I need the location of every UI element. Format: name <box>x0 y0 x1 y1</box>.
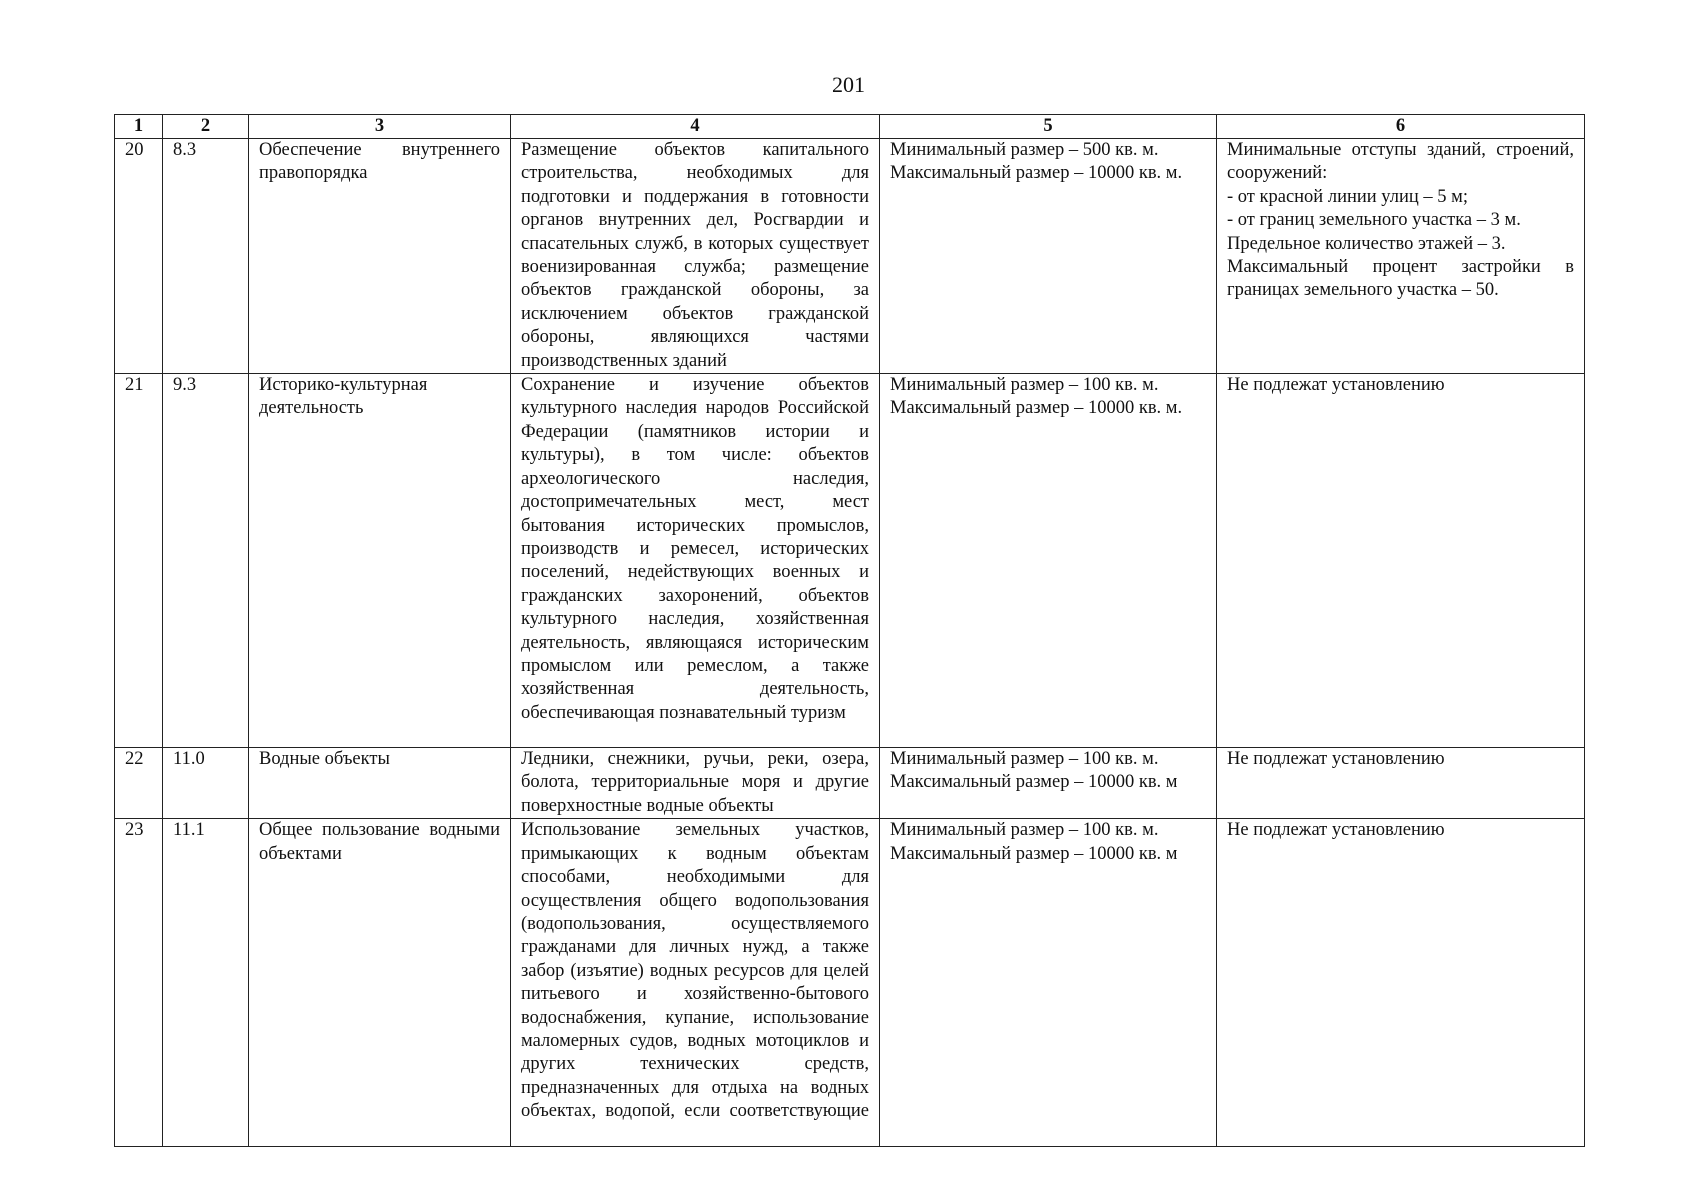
row-number: 20 <box>115 139 163 374</box>
plot-size-max: Максимальный размер – 10000 кв. м <box>890 843 1178 864</box>
construction-params: Не подлежат установлению <box>1217 819 1585 1147</box>
plot-size-min: Минимальный размер – 100 кв. м. <box>890 749 1159 770</box>
use-description: Использование земельных участков, примыкающих к водным объектам способами, необходимыми для осуществления общего водопользования (водопользования, осуществляемого гражданами для личных нужд, а также забор (изъятие) водных ресурсов для целей питьевого и хозяйственно-бытового водоснабжения, купание, использование маломерных судов, водных мотоциклов и других технических средств, предназначенных для отдыха на водных объектах, водопой, если соответствующие <box>511 819 880 1147</box>
plot-size-max: Максимальный размер – 10000 кв. м <box>890 772 1178 793</box>
use-code: 11.0 <box>163 748 249 819</box>
land-use-table <box>114 114 1585 1147</box>
table-row <box>115 748 1585 819</box>
use-code: 9.3 <box>163 374 249 748</box>
use-name: Обеспечение внутреннего правопорядка <box>249 139 511 374</box>
header-row <box>115 115 1585 139</box>
plot-size <box>880 374 1217 748</box>
row-number: 22 <box>115 748 163 819</box>
use-description: Сохранение и изучение объектов культурного наследия народов Российской Федерации (памятников истории и культуры), в том числе: объектов археологического наследия, достопримечательных мест, мест бытования исторических промыслов, производств и ремесел, исторических поселений, недействующих военных и гражданских захоронений, объектов культурного наследия, хозяйственная деятельность, являющаяся историческим промыслом или ремеслом, а также хозяйственная деятельность, обеспечивающая познавательный туризм <box>511 374 880 748</box>
use-name: Водные объекты <box>249 748 511 819</box>
col-header-4: 4 <box>511 115 880 139</box>
plot-size-min: Минимальный размер – 100 кв. м. <box>890 375 1159 396</box>
use-description: Размещение объектов капитального строительства, необходимых для подготовки и поддержания в готовности органов внутренних дел, Росгвардии и спасательных служб, в которых существует военизированная служба; размещение объектов гражданской обороны, за исключением объектов гражданской обороны, являющихся частями производственных зданий <box>511 139 880 374</box>
construction-params: Минимальные отступы зданий, строений, сооружений: - от красной линии улиц – 5 м; - от границ земельного участка – 3 м. Предельное количество этажей – 3. Максимальный процент застройки в границах земельного участка – 50. <box>1217 139 1585 374</box>
plot-size-min: Минимальный размер – 100 кв. м. <box>890 820 1159 841</box>
plot-size <box>880 819 1217 1147</box>
use-name: Историко-культурная деятельность <box>249 374 511 748</box>
table-row <box>115 819 1585 1147</box>
plot-size <box>880 139 1217 374</box>
plot-size-min: Минимальный размер – 500 кв. м. <box>890 140 1159 160</box>
col-header-1: 1 <box>115 115 163 139</box>
page-number: 201 <box>832 72 865 97</box>
plot-size <box>880 748 1217 819</box>
use-code: 8.3 <box>163 139 249 374</box>
construction-params: Не подлежат установлению <box>1217 374 1585 748</box>
row-number: 21 <box>115 374 163 748</box>
use-name: Общее пользование водными объектами <box>249 819 511 1147</box>
plot-size-max: Максимальный размер – 10000 кв. м. <box>890 163 1183 184</box>
plot-size-max: Максимальный размер – 10000 кв. м. <box>890 398 1183 419</box>
table-row <box>115 139 1585 374</box>
use-description: Ледники, снежники, ручьи, реки, озера, болота, территориальные моря и другие поверхностные водные объекты <box>511 748 880 819</box>
col-header-2: 2 <box>163 115 249 139</box>
col-header-5: 5 <box>880 115 1217 139</box>
construction-params: Не подлежат установлению <box>1217 748 1585 819</box>
use-code: 11.1 <box>163 819 249 1147</box>
col-header-3: 3 <box>249 115 511 139</box>
col-header-6: 6 <box>1217 115 1585 139</box>
table-row <box>115 374 1585 748</box>
row-number: 23 <box>115 819 163 1147</box>
